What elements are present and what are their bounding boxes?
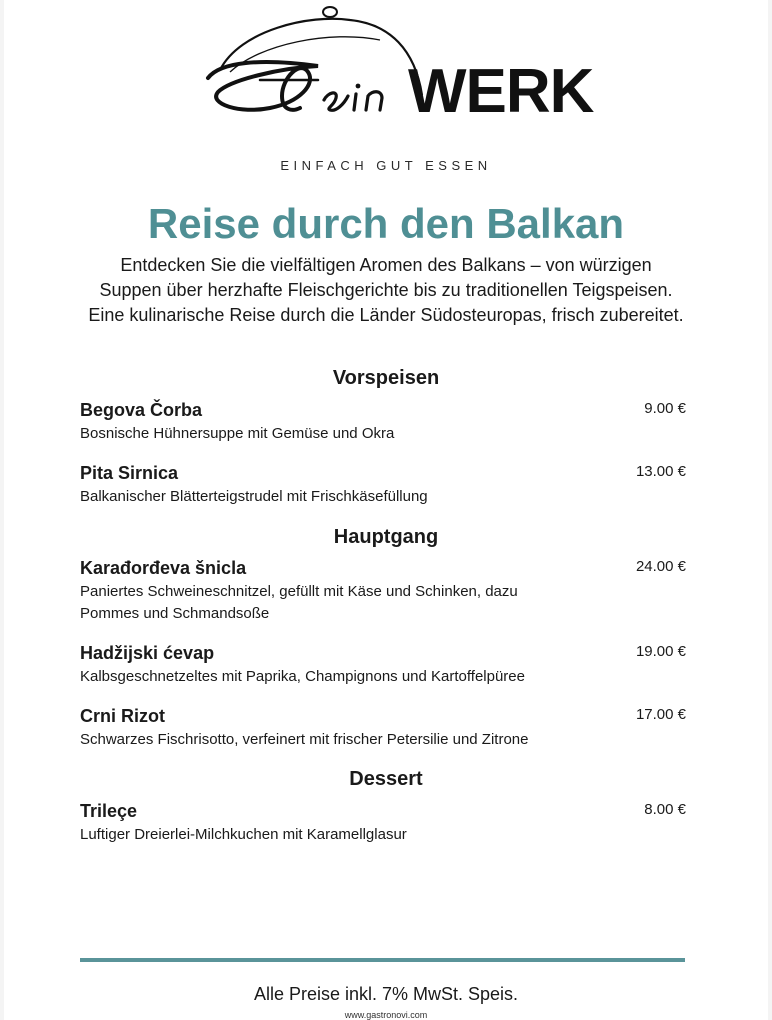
section-heading-dessert: Dessert — [349, 768, 423, 790]
dish-item — [80, 704, 686, 751]
dish-name: Hadžijski ćevap — [80, 643, 215, 663]
dish-description: Paniertes Schweineschnitzel, gefüllt mit Käse und Schinken, dazu Pommes und Schmandsoße — [80, 583, 518, 622]
intro-line: Entdecken Sie die vielfältigen Aromen des Balkans – von würzigen — [120, 255, 652, 275]
feinwerk-logo — [200, 0, 594, 126]
dish-price: 24.00 € — [635, 558, 686, 575]
vat-note: Alle Preise inkl. 7% MwSt. Speis. — [253, 984, 519, 1004]
dish-item — [80, 398, 686, 445]
dish-price: 17.00 € — [635, 706, 686, 723]
intro-text — [4, 253, 768, 328]
footer-url: www.gastronovi.com — [344, 1010, 428, 1020]
dish-name: Crni Rizot — [80, 706, 165, 726]
dish-price: 13.00 € — [635, 463, 686, 480]
dish-description: Schwarzes Fischrisotto, verfeinert mit frischer Petersilie und Zitrone — [80, 731, 529, 748]
dish-price: 8.00 € — [644, 801, 686, 818]
dish-name: Begova Čorba — [80, 400, 203, 420]
dish-name: Trileçe — [80, 801, 138, 821]
dish-item — [80, 641, 686, 688]
section-heading-hauptgang: Hauptgang — [333, 526, 439, 548]
dish-description: Kalbsgeschnetzeltes mit Paprika, Champignons und Kartoffelpüree — [80, 668, 525, 685]
intro-line: Eine kulinarische Reise durch die Länder Südosteuropas, frisch zubereitet. — [88, 305, 684, 325]
dish-name: Pita Sirnica — [80, 463, 179, 483]
dish-description: Bosnische Hühnersuppe mit Gemüse und Okra — [80, 425, 395, 442]
dish-price: 9.00 € — [644, 400, 686, 417]
tagline: EINFACH GUT ESSEN — [280, 158, 492, 173]
footer-divider — [80, 958, 685, 962]
intro-line: Suppen über herzhafte Fleischgerichte bis zu traditionellen Teigspeisen. — [99, 280, 673, 300]
dish-name: Karađorđeva šnicla — [80, 558, 247, 578]
dish-description: Balkanischer Blätterteigstrudel mit Frischkäsefüllung — [80, 488, 428, 505]
dish-item — [80, 461, 686, 508]
svg-text:WERK: WERK — [408, 57, 594, 126]
section-heading-vorspeisen: Vorspeisen — [332, 367, 440, 389]
dish-description: Luftiger Dreierlei-Milchkuchen mit Karamellglasur — [80, 826, 407, 843]
page-title: Reise durch den Balkan — [147, 200, 625, 247]
dish-item — [80, 799, 686, 846]
dish-price: 19.00 € — [635, 643, 686, 660]
dish-item — [80, 556, 686, 625]
menu-page — [4, 0, 768, 1020]
